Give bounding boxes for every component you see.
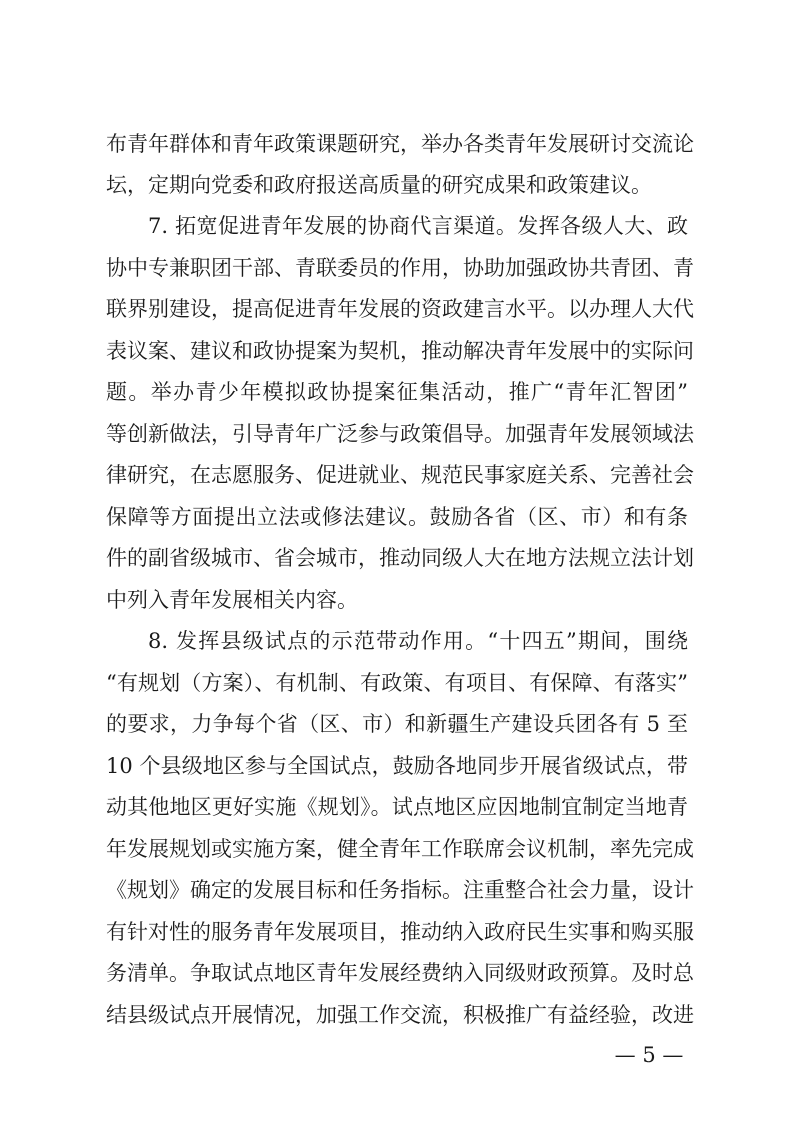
text-line-22: 结县级试点开展情况，加强工作交流，积极推广有益经验，改进: [106, 1003, 694, 1027]
text-line-16: 10 个县级地区参与全国试点，鼓励各地同步开展省级试点，带: [106, 754, 688, 778]
text-line-18: 年发展规划或实施方案，健全青年工作联席会议机制，率先完成: [106, 837, 694, 861]
text-line-15: 的要求，力争每个省（区、市）和新疆生产建设兵团各有 5 至: [106, 712, 688, 736]
text-line-10: 保障等方面提出立法或修法建议。鼓励各省（区、市）和有条: [106, 505, 688, 529]
text-line-19: 《规划》确定的发展目标和任务指标。注重整合社会力量，设计: [106, 878, 694, 902]
page-number: — 5 —: [614, 1043, 684, 1067]
text-line-17: 动其他地区更好实施《规划》。试点地区应因地制宜制定当地青: [106, 795, 688, 819]
text-line-12: 中列入青年发展相关内容。: [106, 588, 358, 612]
text-line-4: 协中专兼职团干部、青联委员的作用，协助加强政协共青团、青: [106, 256, 694, 280]
text-line-6: 表议案、建议和政协提案为契机，推动解决青年发展中的实际问: [106, 339, 694, 363]
text-line-11: 件的副省级城市、省会城市，推动同级人大在地方法规立法计划: [106, 546, 694, 570]
text-line-1: 布青年群体和青年政策课题研究，举办各类青年发展研讨交流论: [106, 132, 694, 156]
text-line-9: 律研究，在志愿服务、促进就业、规范民事家庭关系、完善社会: [106, 463, 694, 487]
text-line-8: 等创新做法，引导青年广泛参与政策倡导。加强青年发展领域法: [106, 422, 694, 446]
text-line-7: 题。举办青少年模拟政协提案征集活动，推广“青年汇智团”: [106, 380, 688, 404]
heading-item-7-line: 7. 拓宽促进青年发展的协商代言渠道。发挥各级人大、政: [148, 214, 688, 238]
text-line-21: 务清单。争取试点地区青年发展经费纳入同级财政预算。及时总: [106, 961, 694, 985]
heading-item-8-line: 8. 发挥县级试点的示范带动作用。“十四五”期间，围绕: [148, 629, 688, 653]
text-line-20: 有针对性的服务青年发展项目，推动纳入政府民生实事和购买服: [106, 920, 694, 944]
text-line-14: “有规划（方案）、有机制、有政策、有项目、有保障、有落实”: [106, 671, 688, 695]
text-line-5: 联界别建设，提高促进青年发展的资政建言水平。以办理人大代: [106, 297, 694, 321]
text-line-2: 坛，定期向党委和政府报送高质量的研究成果和政策建议。: [106, 173, 652, 197]
